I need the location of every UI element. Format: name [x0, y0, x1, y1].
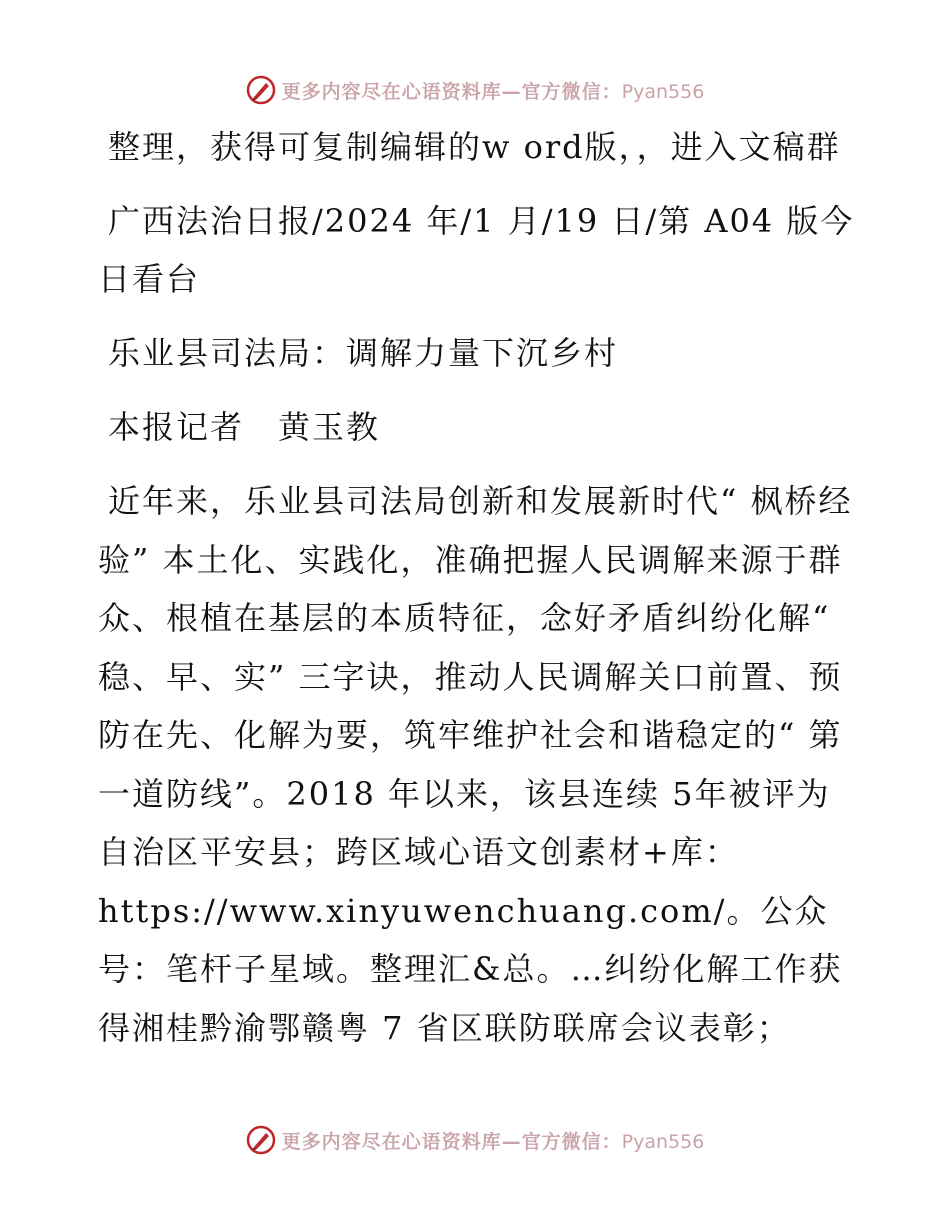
pen-logo-icon	[246, 1125, 276, 1155]
document-body	[98, 118, 858, 1073]
watermark-text: 更多内容尽在心语资料库—官方微信：Pyan556	[281, 80, 705, 103]
article-title: 乐业县司法局：调解力量下沉乡村	[108, 334, 619, 372]
watermark-text: 更多内容尽在心语资料库—官方微信：Pyan556	[281, 1130, 705, 1153]
byline: 本报记者 黄玉教	[108, 408, 381, 446]
article-body: 近年来，乐业县司法局创新和发展新时代“ 枫桥经验” 本土化、实践化，准确把握人民调解来源于群众、根植在基层的本质特征，念好矛盾纠纷化解“ 稳、早、实” 三字诀，推动人民调解关口前置、预防在先、化解为要，筑牢维护社会和谐稳定的“ 第一道防线”。2018 年以来，该县连续 5年被评为自治区平安县；跨区域心语文创素材+库：https://www.xinyuwenchuang.com/。公众号：笔杆子星域。整理汇&总。…纠纷化解工作获得湘桂黔渝鄂赣粤 7 省区联防联席会议表彰；	[98, 482, 853, 1047]
watermark-header	[0, 70, 950, 110]
paragraph-source: 广西法治日报/2024 年/1 月/19 日/第 A04 版今日看台	[98, 202, 855, 298]
pen-logo-icon	[246, 75, 276, 105]
paragraph-intro: 整理，获得可复制编辑的w ord版，，进入文稿群	[108, 128, 841, 166]
watermark-footer	[0, 1120, 950, 1160]
